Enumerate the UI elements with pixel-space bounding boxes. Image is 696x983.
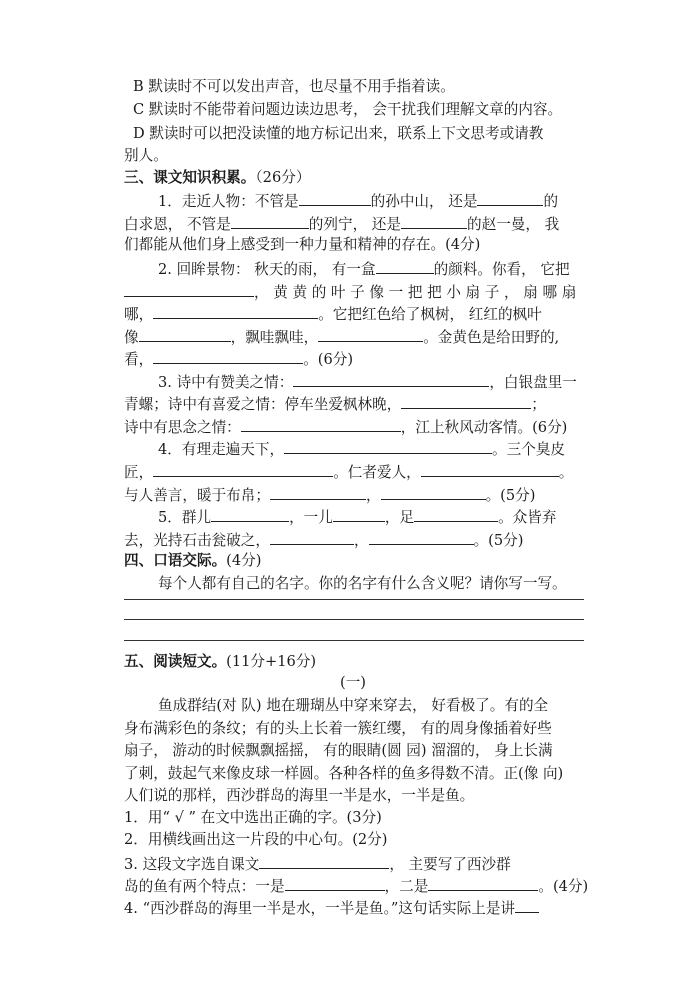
option-d-line2: 别人。 <box>124 147 168 164</box>
q2-line1: 2. 回眸景物： 秋天的雨， 有一盒 的颜料。你看， 它把 <box>158 258 570 280</box>
section5-score: (11分+16分) <box>226 653 317 670</box>
q5-line1: 5．群儿 ，一儿 ，足 。众皆弃 <box>158 506 556 528</box>
blank[interactable] <box>139 326 231 342</box>
reading-q4: 4. “西沙群岛的海里一半是水，一半是鱼。”这句话实际上是讲 <box>124 897 539 919</box>
q5-line2: 去，光持石击瓮破之， ， 。(5分) <box>124 529 523 551</box>
q3-line3: 诗中有思念之情： ，江上秋风动客情。(6分) <box>124 416 567 438</box>
blank[interactable] <box>318 326 423 342</box>
passage-line: 了刺，鼓起气来像皮球一样圆。各种各样的鱼多得数不清。正(像 向) <box>124 765 564 782</box>
passage-line: 身布满彩色的条纹；有的头上长着一簇红缨， 有的周身像插着好些 <box>124 720 552 737</box>
section3-heading <box>124 168 310 188</box>
section5-heading <box>124 652 316 672</box>
blank[interactable] <box>477 190 543 206</box>
blank[interactable] <box>299 190 371 206</box>
section4-score: (4分) <box>226 552 262 569</box>
reading-q2: 2．用横线画出这一片段的中心句。(2分) <box>124 831 388 848</box>
passage-line: 扇子， 游动的时候飘飘摇摇， 有的眼睛(圆 园) 溜溜的， 身上长满 <box>124 742 553 759</box>
blank[interactable] <box>124 281 254 297</box>
blank[interactable] <box>270 529 354 545</box>
q3-line2: 青螺；诗中有喜爱之情：停车坐爱枫林晚， ； <box>124 393 546 415</box>
section4-prompt: 每个人都有自己的名字。你的名字有什么含义呢？请你写一写。 <box>158 575 567 592</box>
blank[interactable] <box>369 529 474 545</box>
q1-line3: 们都能从他们身上感受到一种力量和精神的存在。(4分) <box>124 236 481 253</box>
q4-line2: 匠， 。仁者爱人， 。 <box>124 461 573 483</box>
blank[interactable] <box>515 897 539 913</box>
reading-q3-line2: 岛的鱼有两个特点：一是 ，二是 。(4分) <box>124 875 588 897</box>
blank[interactable] <box>428 875 538 891</box>
q2-line2: ， 黄 黄 的 叶 子 像 一 把 把 小 扇 子 ， 扇 哪 扇 <box>124 281 576 303</box>
section5-title: 五、阅读短文。 <box>124 653 227 670</box>
section4-heading <box>124 551 261 571</box>
blank[interactable] <box>414 506 498 522</box>
blank[interactable] <box>421 461 559 477</box>
blank[interactable] <box>333 506 385 522</box>
blank[interactable] <box>241 416 401 432</box>
section3-score: （26分） <box>255 169 311 186</box>
passage-line: 人们说的那样，西沙群岛的海里一半是水，一半是鱼。 <box>124 787 475 804</box>
part-label: (一) <box>340 674 366 691</box>
blank[interactable] <box>259 853 389 869</box>
writing-line[interactable] <box>124 599 584 600</box>
blank[interactable] <box>153 461 333 477</box>
writing-line[interactable] <box>124 619 584 620</box>
reading-q1: 1．用“ √ ” 在文中选出正确的字。(3分) <box>124 809 382 826</box>
blank[interactable] <box>376 258 434 274</box>
option-c: C 默读时不能带着问题边读边思考， 会干扰我们理解文章的内容。 <box>133 101 563 118</box>
q2-line5: 看， 。(6分) <box>124 348 353 370</box>
option-b: B 默读时不可以发出声音，也尽量不用手指着读。 <box>133 78 455 95</box>
q2-line4: 像 ，飘哇飘哇， 。金黄色是给田野的, <box>124 326 559 348</box>
blank[interactable] <box>293 371 489 387</box>
blank[interactable] <box>381 484 486 500</box>
blank[interactable] <box>284 438 492 454</box>
q1-line2: 白求恩， 不管是 的列宁， 还是 的赵一曼， 我 <box>124 213 559 235</box>
option-d-line1: D 默读时可以把没读懂的地方标记出来，联系上下文思考或请教 <box>133 125 544 142</box>
blank[interactable] <box>285 875 385 891</box>
section4-title: 四、口语交际。 <box>124 552 227 569</box>
blank[interactable] <box>401 213 467 229</box>
blank[interactable] <box>231 213 309 229</box>
reading-q3-line1: 3. 这段文字选自课文 ， 主要写了西沙群 <box>124 853 511 875</box>
blank[interactable] <box>270 484 366 500</box>
q4-line3: 与人善言，暖于布帛； ， 。(5分) <box>124 484 535 506</box>
section3-title: 三、课文知识积累。 <box>124 169 256 186</box>
q4-line1: 4．有理走遍天下， 。三个臭皮 <box>158 438 565 460</box>
q1-line1: 1．走近人物：不管是 的孙中山， 还是 的 <box>158 190 558 212</box>
passage-line: 鱼成群结(对 队) 地在珊瑚丛中穿来穿去， 好看极了。有的全 <box>158 697 549 714</box>
blank[interactable] <box>401 393 531 409</box>
writing-line[interactable] <box>124 640 584 641</box>
q2-line3: 哪， 。它把红色给了枫树， 红红的枫叶 <box>124 303 542 325</box>
blank[interactable] <box>153 348 303 364</box>
blank[interactable] <box>211 506 289 522</box>
blank[interactable] <box>153 303 318 319</box>
q3-line1: 3. 诗中有赞美之情： ，白银盘里一 <box>158 371 577 393</box>
